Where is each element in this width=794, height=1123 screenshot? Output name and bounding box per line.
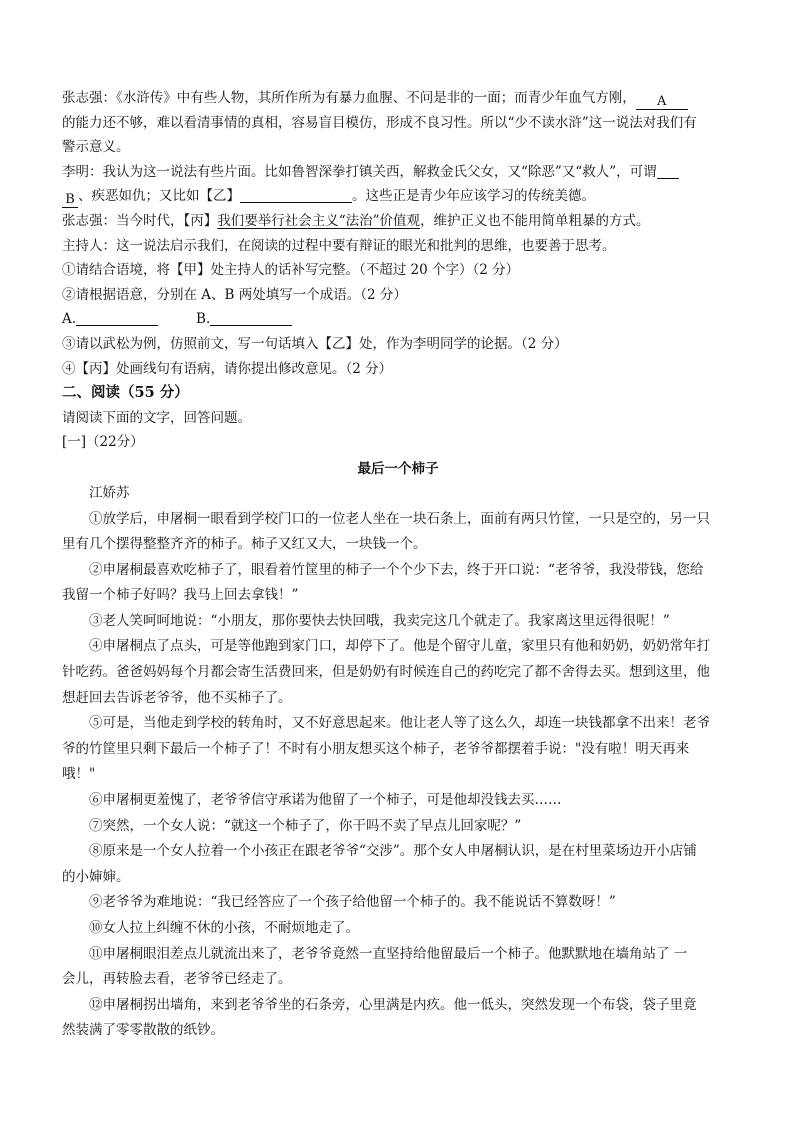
story-paragraph-4: ④申屠桐点了点头，可是等他跑到家门口，却停下了。他是个留守儿童，家里只有他和奶奶，奶奶常年打 针吃药。爸爸妈妈每个月都会寄生活费回来，但是奶奶有时候连自己的药吃完了都不舍得去买。想到这里，他 想赶回去告诉老爷爷，他不买柿子了。 bbox=[62, 638, 710, 706]
part-label: [一]（22分） bbox=[62, 434, 144, 451]
story-paragraph-3: ③老人笑呵呵地说：“小朋友，那你要快去快回哦，我卖完这几个就走了。我家离这里远得很呢！” bbox=[89, 612, 670, 629]
story-paragraph-5: ⑤可是，当他走到学校的转角时，又不好意思起来。他让老人等了这么久，却连一块钱都拿不出来！老爷 爷的竹筐里只剩下最后一个柿子了！不时有小朋友想买这个柿子，老爷爷都摆着手说："没有啦！明天再来 哦！" bbox=[62, 715, 710, 783]
question-2: ②请根据语意，分别在 A、B 两处填写一个成语。（2 分） bbox=[62, 286, 407, 303]
blank-b-start[interactable] bbox=[657, 163, 679, 179]
story-paragraph-12: ⑫申屠桐拐出墙角，来到老爷爷坐的石条旁，心里满是内疚。他一低头，突然发现一个布袋，袋子里竟 然装满了零零散散的纸钞。 bbox=[62, 996, 697, 1039]
underlined-sentence: 我们要举行社会主义“法治”价值观 bbox=[217, 212, 421, 229]
story-paragraph-11: ⑪申屠桐眼泪差点儿就流出来了，老爷爷竟然一直坚持给他留最后一个柿子。他默默地在墙角站了 一 会儿，再转脸去看，老爷爷已经走了。 bbox=[62, 945, 688, 988]
story-paragraph-7: ⑦突然，一个女人说：“就这一个柿子了，你干吗不卖了早点儿回家呢？” bbox=[89, 817, 522, 834]
question-3: ③请以武松为例，仿照前文，写一句话填入【乙】处，作为李明同学的论据。（2 分） bbox=[62, 335, 568, 352]
blank-yi[interactable] bbox=[240, 187, 352, 203]
story-title: 最后一个柿子 bbox=[357, 460, 439, 477]
dialogue-line: B 、疾恶如仇；又比如【乙】 。这些正是青少年应该学习的传统美德。 bbox=[62, 184, 734, 209]
question-4: ④【丙】处画线句有语病，请你提出修改意见。（2 分） bbox=[62, 360, 393, 377]
question-1: ①请结合语境，将【甲】处主持人的话补写完整。（不超过 20 个字）（2 分） bbox=[62, 262, 520, 279]
story-author: 江娇苏 bbox=[89, 484, 130, 501]
blank-a[interactable]: A bbox=[636, 94, 688, 110]
section-instruction: 请阅读下面的文字，回答问题。 bbox=[62, 409, 251, 426]
dialogue-line: 的能力还不够，难以看清事情的真相，容易盲目模仿，形成不良习性。所以“少不读水浒”这一说法对我们有 bbox=[62, 114, 697, 131]
story-paragraph-2: ②申屠桐最喜欢吃柿子了，眼看着竹筐里的柿子一个个少下去，终于开口说：“老爷爷，我没带钱，您给 我留一个柿子好吗？我马上回去拿钱！” bbox=[62, 561, 704, 604]
document-page bbox=[62, 86, 734, 1044]
dialogue-host: 主持人：这一说法启示我们，在阅读的过程中要有辩证的眼光和批判的思维，也要善于思考。 bbox=[62, 237, 616, 254]
dialogue-zhang-1: 张志强：《水浒传》中有些人物，其所作所为有暴力血腥、不问是非的一面；而青少年血气方刚， A bbox=[62, 86, 734, 111]
story-paragraph-6: ⑥申屠桐更羞愧了，老爷爷信守承诺为他留了一个柿子，可是他却没钱去买…… bbox=[89, 792, 562, 809]
section-heading: 二、阅读（55 分） bbox=[62, 384, 189, 402]
dialogue-li-ming: 李明：我认为这一说法有些片面。比如鲁智深拳打镇关西，解救金氏父女，又“除恶”又“救人”，可谓 bbox=[62, 160, 734, 185]
story-paragraph-10: ⑩女人拉上纠缠不休的小孩，不耐烦地走了。 bbox=[89, 920, 359, 936]
answer-blank-b[interactable] bbox=[210, 310, 292, 326]
dialogue-zhang-2: 张志强：当今时代，【丙】我们要举行社会主义“法治”价值观，维护正义也不能用简单粗暴的方式。 bbox=[62, 212, 650, 229]
dialogue-line: 警示意义。 bbox=[62, 139, 130, 156]
answer-line-ab: A. B. bbox=[62, 307, 734, 332]
story-paragraph-1: ①放学后，申屠桐一眼看到学校门口的一位老人坐在一块石条上，面前有两只竹筐，一只是空的，另一只 里有几个摆得整整齐齐的柿子。柿子又红又大，一块钱一个。 bbox=[62, 510, 710, 553]
story-paragraph-8: ⑧原来是一个女人拉着一个小孩正在跟老爷爷“交涉”。那个女人申屠桐认识，是在村里菜场边开小店铺 的小婶婶。 bbox=[62, 843, 697, 885]
answer-blank-a[interactable] bbox=[76, 310, 158, 326]
story-paragraph-9: ⑨老爷爷为难地说：“我已经答应了一个孩子给他留一个柿子的。我不能说话不算数呀！” bbox=[89, 894, 616, 911]
blank-b[interactable]: B bbox=[62, 192, 78, 208]
